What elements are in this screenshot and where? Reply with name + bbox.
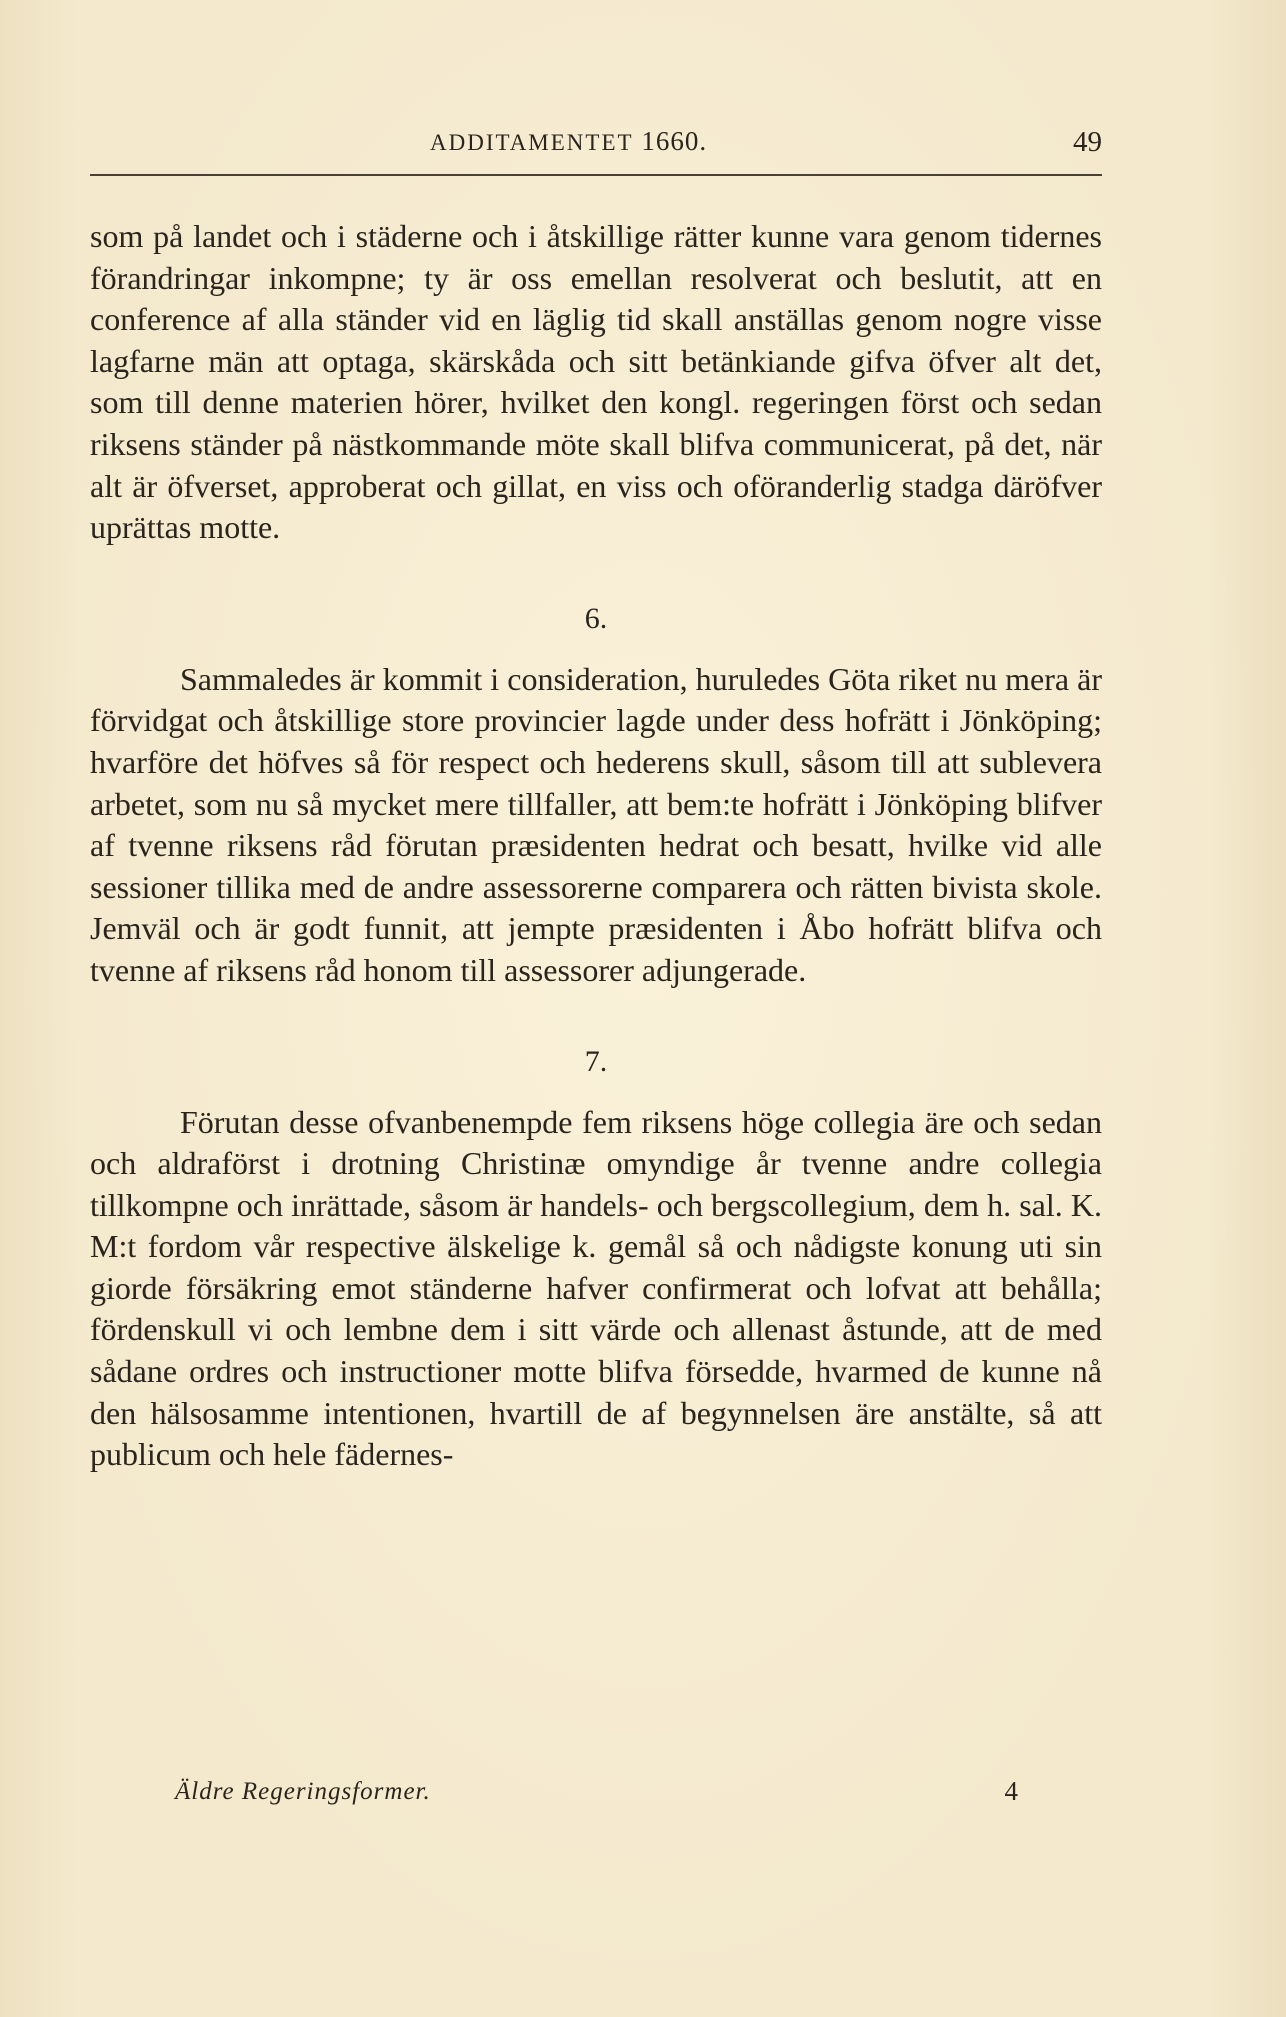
signature-mark: 4 bbox=[1004, 1776, 1018, 1806]
running-title-text: ADDITAMENTET bbox=[430, 130, 634, 155]
running-title-year: 1660. bbox=[641, 126, 708, 156]
paragraph-2: Sammaledes är kommit i consideration, huruledes Göta riket nu mera är förvidgat och åtskillige store provincier lagde under dess hofrätt i Jönköping; hvarföre det höfves så för respect och hederens skull, såsom till att sublevera arbetet, som nu så mycket mere tillfaller, att bem:te hofrätt i Jönköping blifver af tvenne riksens råd förutan præsidenten hedrat och besatt, hvilke vid alle sessioner tillika med de andre assessorerne comparera och rätten bivista skole. Jemväl och är godt funnit, att jempte præsidenten i Åbo hofrätt blifva och tvenne af riksens råd honom till assessorer adjungerade. bbox=[90, 660, 1102, 988]
page-number: 49 bbox=[1073, 126, 1102, 158]
body-text bbox=[90, 216, 1102, 1476]
page-header bbox=[90, 118, 1102, 178]
section-number-6: 6. bbox=[584, 601, 608, 635]
footer-book-title: Äldre Regeringsformer. bbox=[175, 1778, 431, 1805]
page-footer bbox=[90, 1778, 1102, 1818]
running-title bbox=[430, 126, 707, 157]
paragraph-1: som på landet och i städerne och i åtskillige rätter kunne vara genom tidernes förandringar inkompne; ty är oss emellan resolverat och beslutit, att en conference af alla ständer vid en läglig tid skall anställas genom nogre visse lagfarne män att optaga, skärskåda och sitt betänkiande gifva öfver alt det, som till denne materien hörer, hvilket den kongl. regeringen först och sedan riksens ständer på nästkommande möte skall blifva communicerat, på det, när alt är öfverset, approberat och gillat, en viss och oföranderlig stadga däröfver uprättas motte. bbox=[90, 218, 1102, 546]
header-rule bbox=[90, 174, 1102, 176]
paragraph-3: Förutan desse ofvanbenempde fem riksens höge collegia äre och sedan och aldraförst i drotning Christinæ omyndige år tvenne andre collegia tillkompne och inrättade, såsom är handels- och bergscollegium, dem h. sal. K. M:t fordom vår respective älskelige k. gemål så och nådigste konung uti sin giorde försäkring emot ständerne hafver confirmerat och lofvat att behålla; fördenskull vi och lembne dem i sitt värde och allenast åstunde, att de med sådane ordres och instructioner motte blifva försedde, hvarmed de kunne nå den hälsosamme intentionen, hvartill de af begynnelsen äre anstälte, så att publicum och hele fädernes- bbox=[90, 1103, 1102, 1473]
section-number-7: 7. bbox=[584, 1044, 608, 1078]
